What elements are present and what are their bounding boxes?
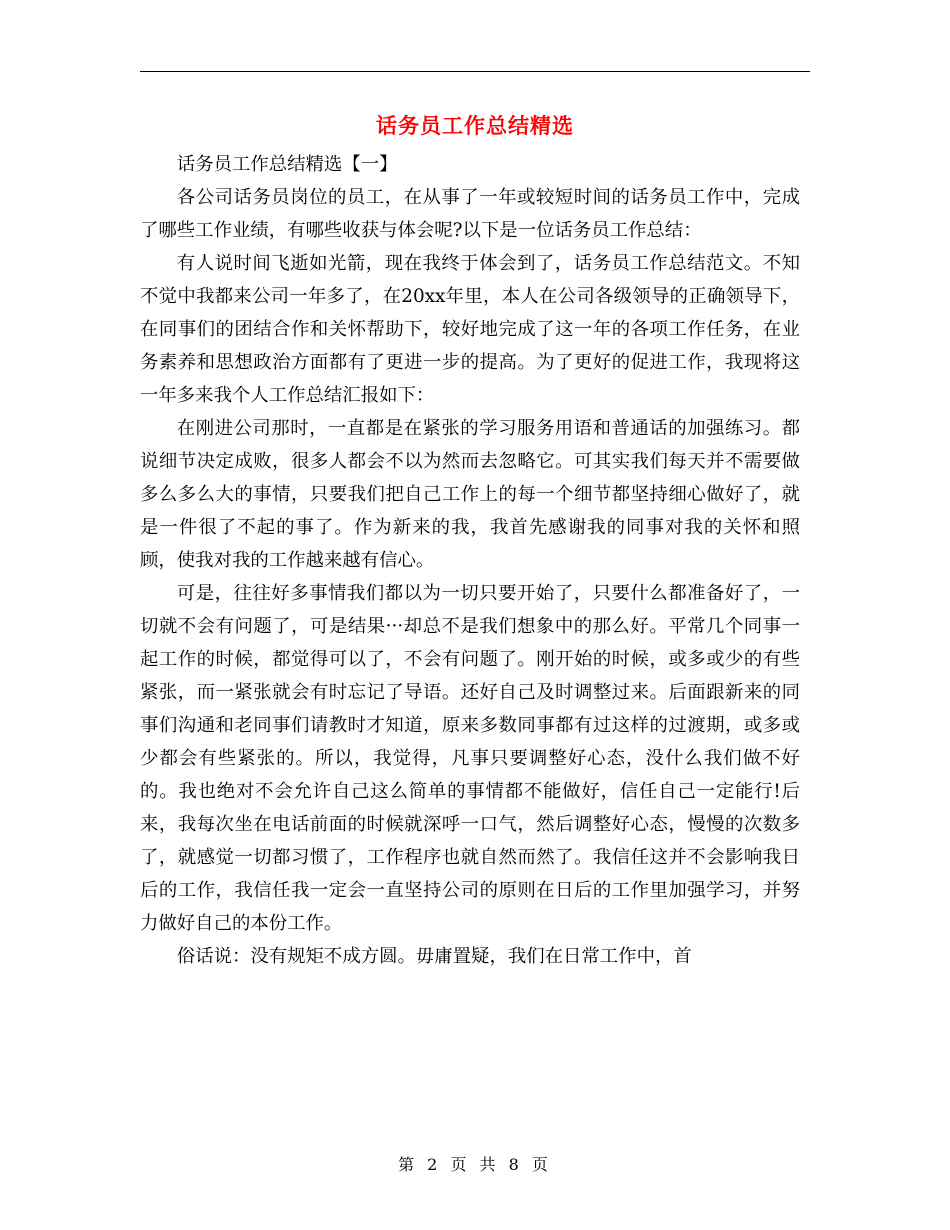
paragraph-early-days: 在刚进公司那时，一直都是在紧张的学习服务用语和普通话的加强练习。都说细节决定成败，很多人都会不以为然而去忽略它。可其实我们每天并不需要做多么多么大的事情，只要我们把自己工作上的每一个细节都坚持细心做好了，就是一件很了不起的事了。作为新来的我，我首先感谢我的同事对我的关怀和照顾，使我对我的工作越来越有信心。	[140, 418, 800, 571]
paragraph-intro: 各公司话务员岗位的员工，在从事了一年或较短时间的话务员工作中，完成了哪些工作业绩，有哪些收获与体会呢?以下是一位话务员工作总结：	[140, 187, 800, 241]
page-number-footer: 第 2 页 共 8 页	[398, 1155, 552, 1174]
section-heading: 话务员工作总结精选【一】	[176, 154, 398, 175]
paragraph-rules: 俗话说：没有规矩不成方圆。毋庸置疑，我们在日常工作中，首	[176, 946, 692, 967]
header-rule	[140, 71, 810, 72]
paragraph-overview: 有人说时间飞逝如光箭，现在我终于体会到了，话务员工作总结范文。不知不觉中我都来公司一年多了，在20xx年里，本人在公司各级领导的正确领导下，在同事们的团结合作和关怀帮助下，较好地完成了这一年的各项工作任务，在业务素养和思想政治方面都有了更进一步的提高。为了更好的促进工作，我现将这一年多来我个人工作总结汇报如下：	[140, 253, 800, 406]
paragraph-adjustment: 可是，往往好多事情我们都以为一切只要开始了，只要什么都准备好了，一切就不会有问题了，可是结果···却总不是我们想象中的那么好。平常几个同事一起工作的时候，都觉得可以了，不会有问题了。刚开始的时候，或多或少的有些紧张，而一紧张就会有时忘记了导语。还好自己及时调整过来。后面跟新来的同事们沟通和老同事们请教时才知道，原来多数同事都有过这样的过渡期，或多或少都会有些紧张的。所以，我觉得，凡事只要调整好心态，没什么我们做不好的。我也绝对不会允许自己这么简单的事情都不能做好，信任自己一定能行!后来，我每次坐在电话前面的时候就深呼一口气，然后调整好心态，慢慢的次数多了，就感觉一切都习惯了，工作程序也就自然而然了。我信任这并不会影响我日后的工作，我信任我一定会一直坚持公司的原则在日后的工作里加强学习，并努力做好自己的本份工作。	[140, 583, 800, 934]
document-title: 话务员工作总结精选	[376, 113, 574, 138]
document-body	[140, 148, 800, 973]
